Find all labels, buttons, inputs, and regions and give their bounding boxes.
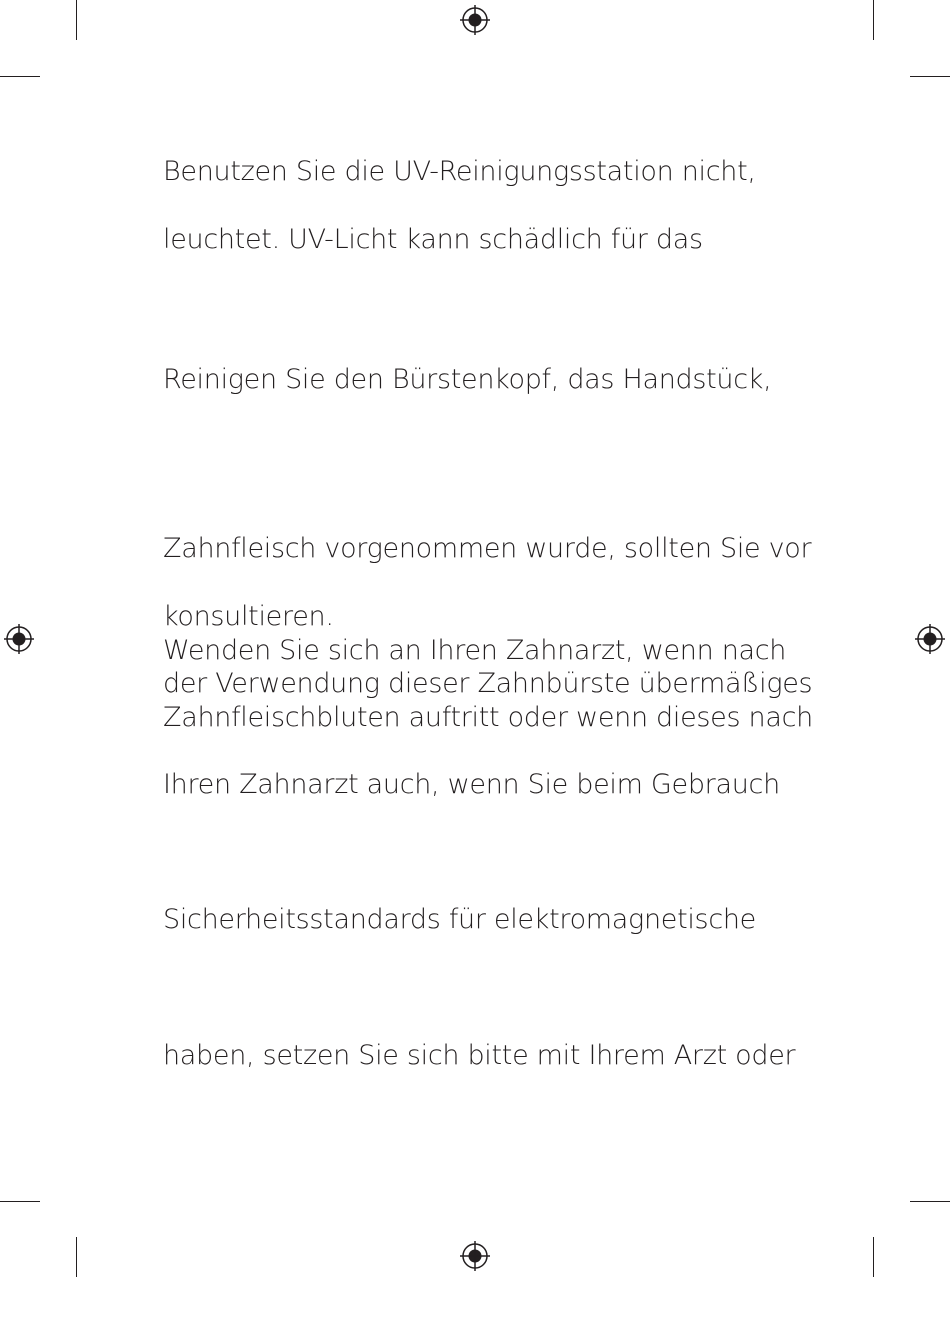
registration-target-icon bbox=[915, 624, 945, 654]
body-text-line: Ihren Zahnarzt auch, wenn Sie beim Gebrauch bbox=[163, 769, 780, 800]
crop-mark-top-left-h bbox=[0, 76, 40, 77]
crop-mark-bottom-right bbox=[873, 1237, 874, 1277]
body-text-line: konsultieren. bbox=[163, 601, 334, 632]
body-text-line: Wenden Sie sich an Ihren Zahnarzt, wenn nach bbox=[163, 635, 787, 666]
crop-mark-bottom-right-h bbox=[910, 1201, 950, 1202]
body-text-line: Zahnfleisch vorgenommen wurde, sollten Sie vor bbox=[163, 533, 812, 564]
registration-target-icon bbox=[4, 624, 34, 654]
registration-target-icon bbox=[460, 5, 490, 35]
body-text-line: haben, setzen Sie sich bitte mit Ihrem Arzt oder bbox=[163, 1040, 796, 1071]
crop-mark-top-right-h bbox=[910, 76, 950, 77]
crop-mark-bottom-left-h bbox=[0, 1201, 40, 1202]
body-text-line: Benutzen Sie die UV-Reinigungsstation nicht, bbox=[163, 156, 756, 187]
crop-mark-top-left bbox=[76, 0, 77, 40]
body-text-line: Sicherheitsstandards für elektromagnetische bbox=[163, 904, 756, 935]
body-text-line: leuchtet. UV-Licht kann schädlich für das bbox=[163, 224, 703, 255]
registration-target-icon bbox=[460, 1241, 490, 1271]
body-text-line: der Verwendung dieser Zahnbürste übermäßiges bbox=[163, 668, 813, 699]
body-text-line: Reinigen Sie den Bürstenkopf, das Handstück, bbox=[163, 364, 772, 395]
crop-mark-top-right bbox=[873, 0, 874, 40]
crop-mark-bottom-left bbox=[76, 1237, 77, 1277]
body-text-line: Zahnfleischbluten auftritt oder wenn dieses nach bbox=[163, 702, 813, 733]
